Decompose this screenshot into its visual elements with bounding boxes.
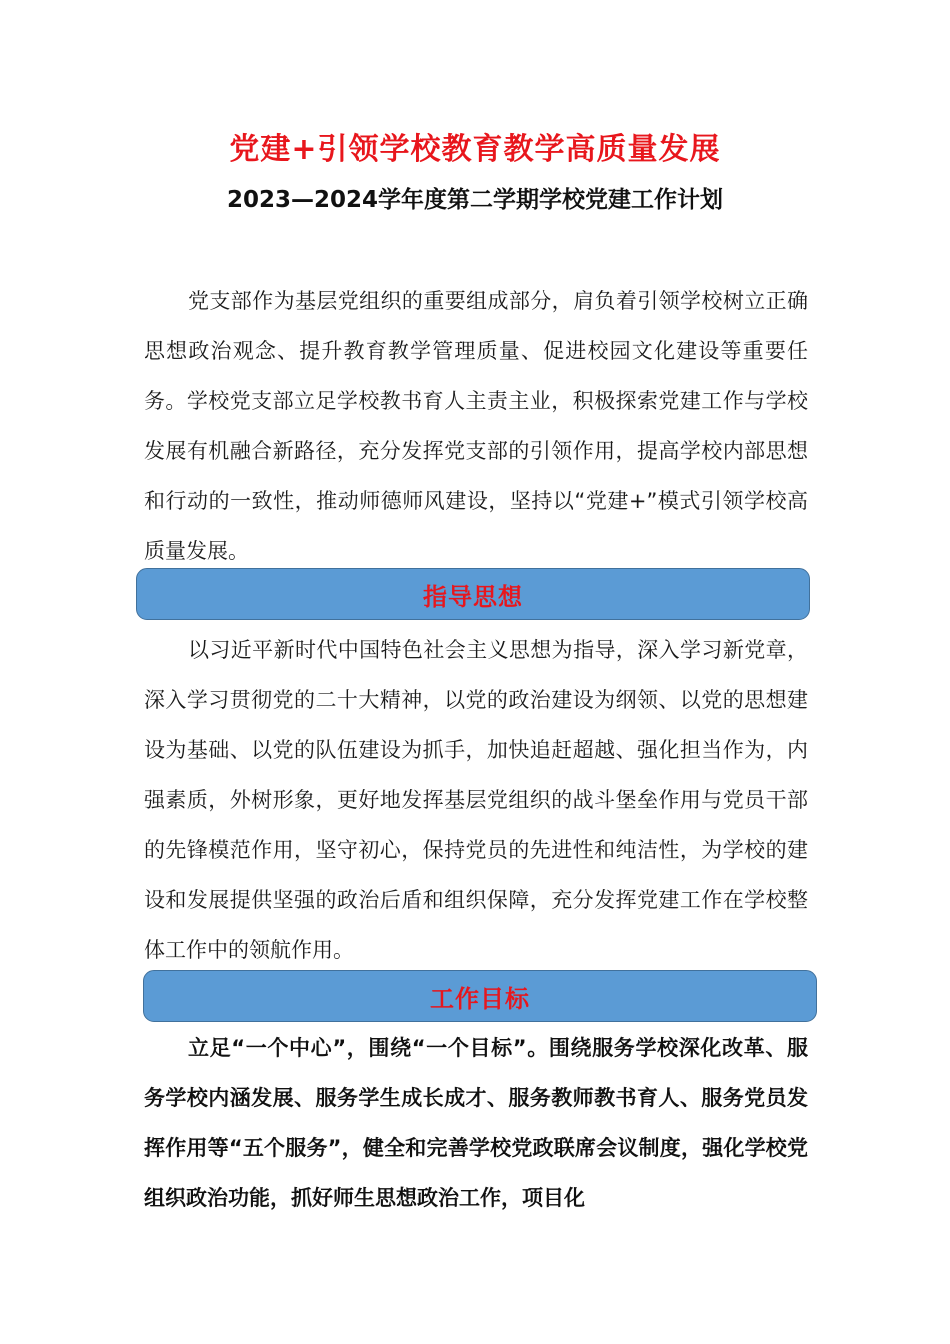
guiding-thought-paragraph: 以习近平新时代中国特色社会主义思想为指导，深入学习新党章，深入学习贯彻党的二十大精神，以党的政治建设为纲领、以党的思想建设为基础、以党的队伍建设为抓手，加快追赶超越、强化担当作为，内强素质，外树形象，更好地发挥基层党组织的战斗堡垒作用与党员干部的先锋模范作用，坚守初心，保持党员的先进性和纯洁性，为学校的建设和发展提供坚强的政治后盾和组织保障，充分发挥党建工作在学校整体工作中的领航作用。 [144,638,808,962]
work-goals-paragraph: 立足“一个中心”，围绕“一个目标”。围绕服务学校深化改革、服务学校内涵发展、服务学生成长成才、服务教师教书育人、服务党员发挥作用等“五个服务”，健全和完善学校党政联席会议制度，强化学校党组织政治功能，抓好师生思想政治工作，项目化 [144,1036,808,1210]
intro-paragraph: 党支部作为基层党组织的重要组成部分，肩负着引领学校树立正确思想政治观念、提升教育教学管理质量、促进校园文化建设等重要任务。学校党支部立足学校教书育人主责主业，积极探索党建工作与学校发展有机融合新路径，充分发挥党支部的引领作用，提高学校内部思想和行动的一致性，推动师德师风建设，坚持以“党建+”模式引领学校高质量发展。 [144,289,808,563]
section-heading-bar-work-goals [143,970,817,1022]
section-heading-bar-guiding-thought [136,568,810,620]
section-heading-work-goals: 工作目标 [430,984,530,1013]
document-title: 党建+引领学校教育教学高质量发展 [229,132,721,167]
document-subtitle: 2023—2024学年度第二学期学校党建工作计划 [226,187,724,213]
section-heading-guiding-thought: 指导思想 [423,582,523,611]
